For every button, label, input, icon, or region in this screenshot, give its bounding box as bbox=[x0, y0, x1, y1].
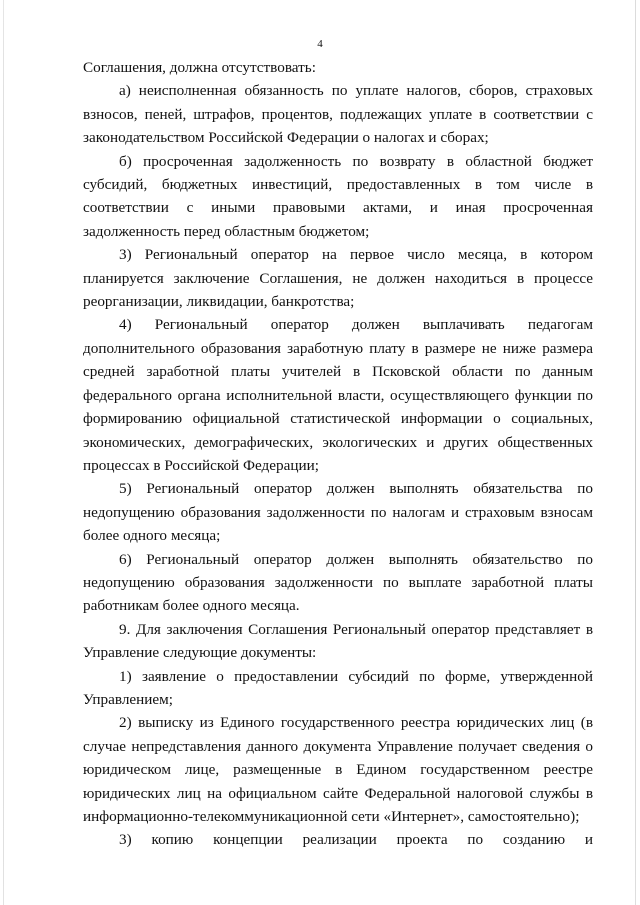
paragraph-doc-1: 1) заявление о предоставлении субсидий по форме, утвержденной Управлением; bbox=[83, 667, 593, 708]
paragraph-doc-2: 2) выписку из Единого государственного реестра юридических лиц (в случае непредставления данного документа Управление получает сведения о юридическом лице, размещенные в Едином государственном реестре юридических лиц на официальном сайте Федеральной налоговой службы в информационно-телекоммуникационной сети «Интернет», самостоятельно); bbox=[83, 714, 593, 825]
document-body bbox=[83, 56, 593, 852]
paragraph-section-9: 9. Для заключения Соглашения Региональный оператор представляет в Управление следующие документы: bbox=[83, 620, 593, 662]
paragraph-item-b: б) просроченная задолженность по возврату в областной бюджет субсидий, бюджетных инвестиций, предоставленных в том числе в соответствии с иными правовыми актами, и иная просроченная задолженность перед областным бюджетом; bbox=[83, 152, 593, 240]
paragraph-item-a: а) неисполненная обязанность по уплате налогов, сборов, страховых взносов, пеней, штрафов, процентов, подлежащих уплате в соответствии с законодательством Российской Федерации о налогах и сборах; bbox=[83, 82, 593, 147]
paragraph-item-3: 3) Региональный оператор на первое число месяца, в котором планируется заключение Соглашения, не должен находиться в процессе реорганизации, ликвидации, банкротства; bbox=[83, 246, 593, 311]
paragraph-item-5: 5) Региональный оператор должен выполнять обязательства по недопущению образования задолженности по налогам и страховым взносам более одного месяца; bbox=[83, 480, 593, 545]
paragraph-item-6: 6) Региональный оператор должен выполнять обязательство по недопущению образования задолженности по выплате заработной платы работникам более одного месяца. bbox=[83, 550, 593, 615]
paragraph-continuation: Соглашения, должна отсутствовать: bbox=[83, 59, 316, 76]
paragraph-item-4: 4) Региональный оператор должен выплачивать педагогам дополнительного образования заработную плату в размере не ниже размера средней заработной платы учителей в Псковской области по данным федерального органа исполнительной власти, осуществляющего функции по формированию официальной статистической информации о социальных, экономических, демографических, экологических и других общественных процессах в Российской Федерации; bbox=[83, 316, 593, 474]
scan-edge-right bbox=[635, 0, 636, 905]
paragraph-doc-3: 3) копию концепции реализации проекта по созданию и bbox=[119, 831, 593, 849]
page-number: 4 bbox=[317, 38, 323, 50]
scan-edge-left bbox=[3, 0, 4, 905]
